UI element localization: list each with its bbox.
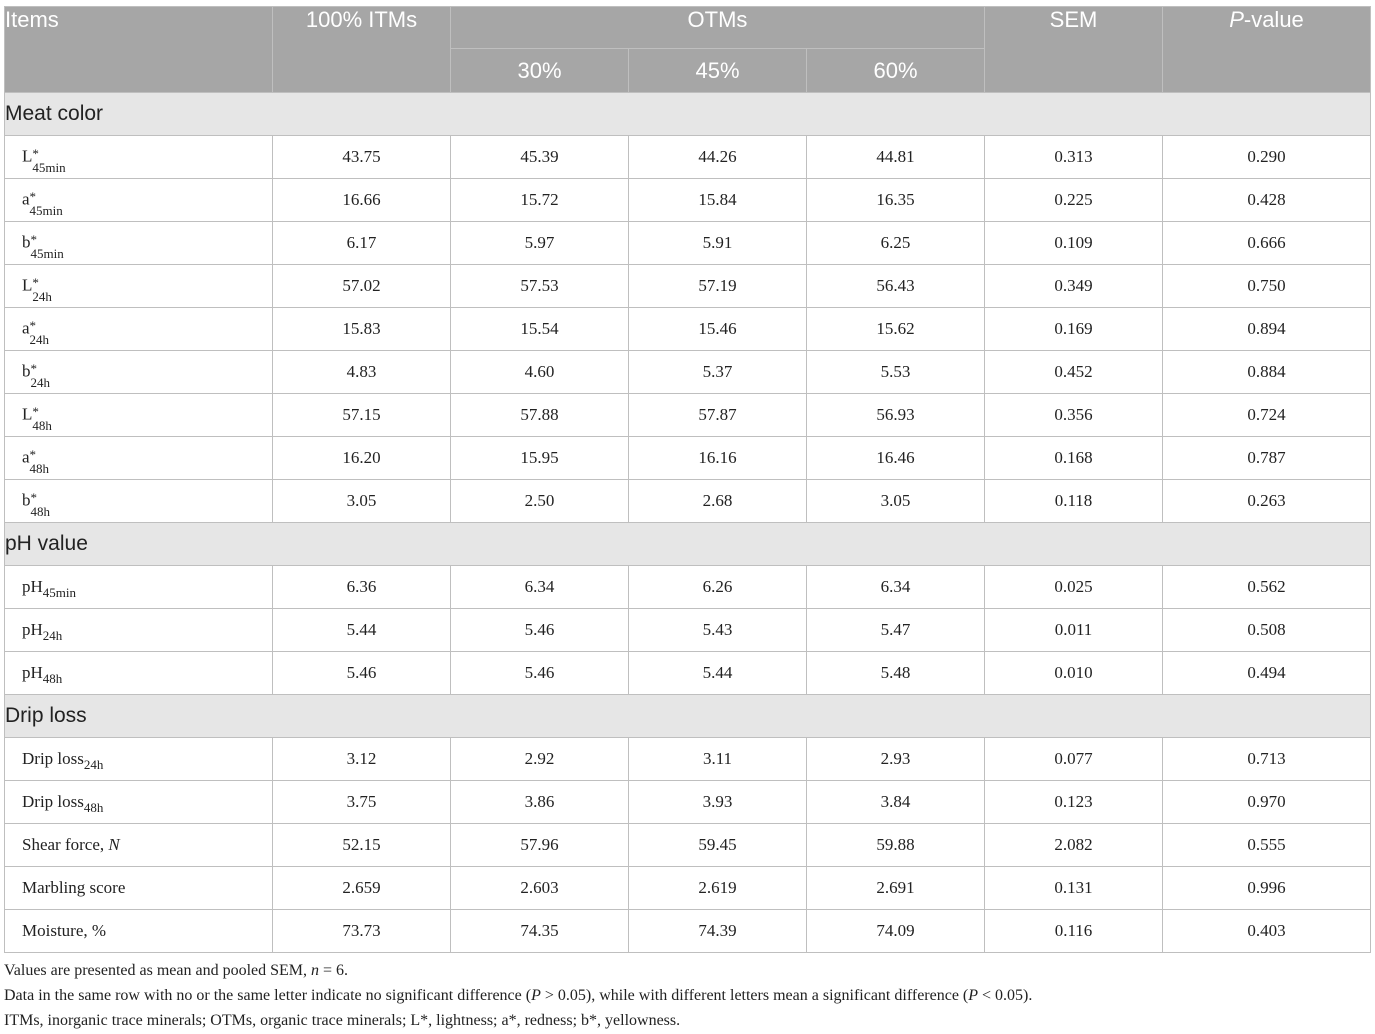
table-cell: 15.46 <box>629 308 807 351</box>
row-label: Drip loss$_{48h}$ <box>5 781 273 824</box>
table-cell: 0.118 <box>985 480 1163 523</box>
table-cell: 0.356 <box>985 394 1163 437</box>
table-cell: 0.169 <box>985 308 1163 351</box>
header-otm-45: 45% <box>629 49 807 93</box>
table-cell: 44.81 <box>807 136 985 179</box>
table-cell: 5.53 <box>807 351 985 394</box>
table-cell: 0.666 <box>1163 222 1371 265</box>
table-cell: 16.16 <box>629 437 807 480</box>
table-cell: 5.46 <box>273 652 451 695</box>
table-cell: 0.349 <box>985 265 1163 308</box>
row-label: L * 45min <box>5 136 273 179</box>
table-cell: 0.077 <box>985 738 1163 781</box>
section-title: pH value <box>5 523 1371 566</box>
table-row <box>5 824 1371 867</box>
table-row <box>5 265 1371 308</box>
table-cell: 0.109 <box>985 222 1163 265</box>
table-cell: 0.884 <box>1163 351 1371 394</box>
table-cell: 2.68 <box>629 480 807 523</box>
table-cell: 6.17 <box>273 222 451 265</box>
table-cell: 0.011 <box>985 609 1163 652</box>
table-cell: 52.15 <box>273 824 451 867</box>
table-cell: 0.131 <box>985 867 1163 910</box>
row-label: b * 45min <box>5 222 273 265</box>
table-cell: 0.996 <box>1163 867 1371 910</box>
row-label: b * 24h <box>5 351 273 394</box>
table-cell: 57.96 <box>451 824 629 867</box>
table-cell: 3.12 <box>273 738 451 781</box>
header-pvalue-text: P <box>1229 7 1244 32</box>
table-row <box>5 136 1371 179</box>
footnote-3: ITMs, inorganic trace minerals; OTMs, organic trace minerals; L*, lightness; a*, redness; b*, yellowness. <box>4 1012 681 1029</box>
table-cell: 57.02 <box>273 265 451 308</box>
table-cell: 3.05 <box>807 480 985 523</box>
table-row <box>5 867 1371 910</box>
table-cell: 0.428 <box>1163 179 1371 222</box>
table-cell: 56.93 <box>807 394 985 437</box>
table-cell: 3.75 <box>273 781 451 824</box>
table-cell: 0.403 <box>1163 910 1371 953</box>
header-otms: OTMs <box>451 7 985 49</box>
row-label: L * 24h <box>5 265 273 308</box>
table-cell: 6.34 <box>807 566 985 609</box>
table-cell: 43.75 <box>273 136 451 179</box>
table-row <box>5 437 1371 480</box>
table-cell: 0.123 <box>985 781 1163 824</box>
table-cell: 15.84 <box>629 179 807 222</box>
table-cell: 5.91 <box>629 222 807 265</box>
row-label: Moisture, % <box>5 910 273 953</box>
table-cell: 57.87 <box>629 394 807 437</box>
table-cell: 5.44 <box>273 609 451 652</box>
table-cell: 5.47 <box>807 609 985 652</box>
row-label: L * 48h <box>5 394 273 437</box>
table-cell: 15.62 <box>807 308 985 351</box>
table-cell: 57.15 <box>273 394 451 437</box>
table-row <box>5 480 1371 523</box>
table-cell: 16.35 <box>807 179 985 222</box>
table-cell: 74.09 <box>807 910 985 953</box>
header-sem: SEM <box>985 7 1163 93</box>
table-body <box>5 93 1371 953</box>
table-cell: 16.66 <box>273 179 451 222</box>
table-cell: 15.95 <box>451 437 629 480</box>
table-cell: 0.787 <box>1163 437 1371 480</box>
table-cell: 57.19 <box>629 265 807 308</box>
header-itms: 100% ITMs <box>273 7 451 93</box>
table-cell: 5.46 <box>451 652 629 695</box>
table-cell: 2.691 <box>807 867 985 910</box>
table-cell: 44.26 <box>629 136 807 179</box>
table-cell: 3.05 <box>273 480 451 523</box>
table-cell: 0.713 <box>1163 738 1371 781</box>
table-cell: 57.88 <box>451 394 629 437</box>
table-cell: 2.92 <box>451 738 629 781</box>
table-row <box>5 308 1371 351</box>
section-title: Drip loss <box>5 695 1371 738</box>
table-cell: 59.45 <box>629 824 807 867</box>
row-label: a * 48h <box>5 437 273 480</box>
footnote-1: Values are presented as mean and pooled SEM, n = 6. <box>4 962 349 979</box>
table-cell: 0.494 <box>1163 652 1371 695</box>
table-cell: 59.88 <box>807 824 985 867</box>
table-cell: 0.168 <box>985 437 1163 480</box>
header-otm-30: 30% <box>451 49 629 93</box>
table-cell: 6.26 <box>629 566 807 609</box>
row-label: $pH_{24h}$ <box>5 609 273 652</box>
table-cell: 0.555 <box>1163 824 1371 867</box>
table-cell: 0.562 <box>1163 566 1371 609</box>
row-label: a * 45min <box>5 179 273 222</box>
table-cell: 5.37 <box>629 351 807 394</box>
table-row <box>5 781 1371 824</box>
table-cell: 0.263 <box>1163 480 1371 523</box>
table-cell: 15.54 <box>451 308 629 351</box>
table-cell: 15.72 <box>451 179 629 222</box>
table-cell: 5.48 <box>807 652 985 695</box>
table-cell: 0.290 <box>1163 136 1371 179</box>
table-cell: 16.20 <box>273 437 451 480</box>
table-cell: 6.34 <box>451 566 629 609</box>
table-footnotes <box>4 958 1370 1033</box>
table-cell: 45.39 <box>451 136 629 179</box>
table-cell: 5.46 <box>451 609 629 652</box>
table-cell: 6.25 <box>807 222 985 265</box>
header-items: Items <box>5 7 273 93</box>
table-cell: 2.603 <box>451 867 629 910</box>
table-header <box>5 7 1371 93</box>
table-row <box>5 738 1371 781</box>
section-title: Meat color <box>5 93 1371 136</box>
table-cell: 56.43 <box>807 265 985 308</box>
table-cell: 5.43 <box>629 609 807 652</box>
table-cell: 2.082 <box>985 824 1163 867</box>
table-cell: 74.35 <box>451 910 629 953</box>
table-cell: 0.452 <box>985 351 1163 394</box>
table-cell: 0.313 <box>985 136 1163 179</box>
table-cell: 0.970 <box>1163 781 1371 824</box>
table-row <box>5 566 1371 609</box>
table-cell: 0.724 <box>1163 394 1371 437</box>
table-row <box>5 394 1371 437</box>
table-cell: 2.619 <box>629 867 807 910</box>
table-cell: 16.46 <box>807 437 985 480</box>
table-row <box>5 910 1371 953</box>
header-pvalue: P-value <box>1163 7 1371 93</box>
table-cell: 0.025 <box>985 566 1163 609</box>
section-header-row <box>5 695 1371 738</box>
table-row <box>5 609 1371 652</box>
table-cell: 0.225 <box>985 179 1163 222</box>
table-cell: 57.53 <box>451 265 629 308</box>
table-row <box>5 179 1371 222</box>
table-cell: 4.83 <box>273 351 451 394</box>
table-cell: 3.84 <box>807 781 985 824</box>
row-label: a * 24h <box>5 308 273 351</box>
table-cell: 0.508 <box>1163 609 1371 652</box>
table-cell: 5.97 <box>451 222 629 265</box>
section-header-row <box>5 93 1371 136</box>
table-cell: 3.93 <box>629 781 807 824</box>
table-cell: 2.659 <box>273 867 451 910</box>
table-cell: 5.44 <box>629 652 807 695</box>
row-label: $pH_{48h}$ <box>5 652 273 695</box>
table-cell: 15.83 <box>273 308 451 351</box>
table-cell: 0.750 <box>1163 265 1371 308</box>
row-label: b * 48h <box>5 480 273 523</box>
row-label: Shear force, N <box>5 824 273 867</box>
table-cell: 0.116 <box>985 910 1163 953</box>
table-cell: 3.11 <box>629 738 807 781</box>
table-cell: 0.010 <box>985 652 1163 695</box>
table-cell: 2.50 <box>451 480 629 523</box>
row-label: $pH_{45min}$ <box>5 566 273 609</box>
row-label: Marbling score <box>5 867 273 910</box>
table-cell: 74.39 <box>629 910 807 953</box>
table-row <box>5 351 1371 394</box>
table-cell: 2.93 <box>807 738 985 781</box>
table-cell: 6.36 <box>273 566 451 609</box>
results-table <box>4 6 1371 953</box>
table-cell: 4.60 <box>451 351 629 394</box>
table-cell: 3.86 <box>451 781 629 824</box>
header-otm-60: 60% <box>807 49 985 93</box>
table-row <box>5 652 1371 695</box>
footnote-2: Data in the same row with no or the same letter indicate no significant difference (P > 0.05), while with different letters mean a significant difference (P < 0.05). <box>4 987 1033 1004</box>
table-cell: 73.73 <box>273 910 451 953</box>
table-row <box>5 222 1371 265</box>
table-cell: 0.894 <box>1163 308 1371 351</box>
section-header-row <box>5 523 1371 566</box>
row-label: Drip loss$_{24h}$ <box>5 738 273 781</box>
